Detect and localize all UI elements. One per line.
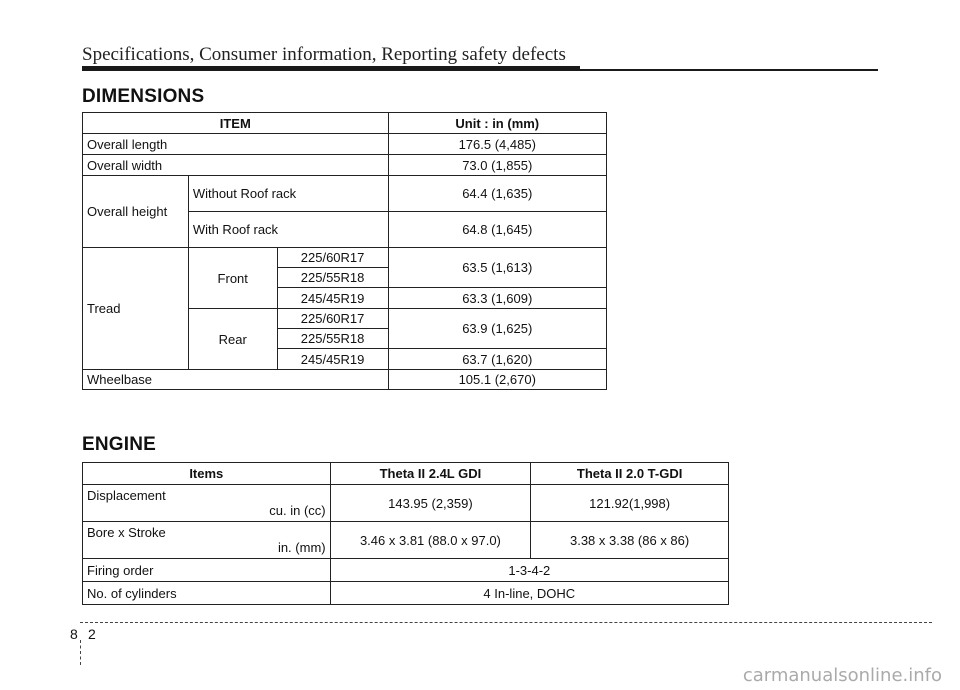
firing-order-label: Firing order	[83, 559, 331, 582]
displacement-theta-20: 121.92(1,998)	[531, 485, 729, 522]
table-row	[83, 134, 607, 155]
bore-stroke-theta-20: 3.38 x 3.38 (86 x 86)	[531, 522, 729, 559]
displacement-cell	[83, 485, 331, 522]
cylinders-label: No. of cylinders	[83, 582, 331, 605]
table-row	[83, 522, 729, 559]
table-row	[83, 559, 729, 582]
firing-order-value: 1-3-4-2	[330, 559, 728, 582]
col-items-header: Items	[83, 463, 331, 485]
rear-tire-19: 245/45R19	[277, 349, 388, 370]
table-row	[83, 370, 607, 390]
front-tire-17: 225/60R17	[277, 248, 388, 268]
without-roof-rack-label: Without Roof rack	[188, 176, 388, 212]
front-tread-value-17-18: 63.5 (1,613)	[388, 248, 606, 288]
with-roof-rack-label: With Roof rack	[188, 212, 388, 248]
table-row	[83, 582, 729, 605]
table-row	[83, 248, 607, 268]
footer-page-separator	[80, 640, 81, 665]
bore-stroke-theta-24: 3.46 x 3.81 (88.0 x 97.0)	[330, 522, 531, 559]
rear-tire-18: 225/55R18	[277, 329, 388, 349]
tread-front-label: Front	[188, 248, 277, 309]
table-header-row	[83, 113, 607, 134]
front-tire-18: 225/55R18	[277, 268, 388, 288]
rear-tire-17: 225/60R17	[277, 309, 388, 329]
header-rule-thick	[82, 66, 580, 71]
col-item-header: ITEM	[83, 113, 389, 134]
table-header-row	[83, 463, 729, 485]
tread-label: Tread	[83, 248, 189, 370]
page-section-number: 8	[70, 626, 78, 642]
front-tread-value-19: 63.3 (1,609)	[388, 288, 606, 309]
with-roof-rack-value: 64.8 (1,645)	[388, 212, 606, 248]
displacement-theta-24: 143.95 (2,359)	[330, 485, 531, 522]
tread-rear-label: Rear	[188, 309, 277, 370]
bore-stroke-unit: in. (mm)	[277, 540, 326, 555]
front-tire-19: 245/45R19	[277, 288, 388, 309]
table-row	[83, 155, 607, 176]
dimensions-title: DIMENSIONS	[82, 86, 205, 107]
table-row	[83, 485, 729, 522]
displacement-label: Displacement	[87, 488, 166, 503]
overall-width-value: 73.0 (1,855)	[388, 155, 606, 176]
dimensions-table	[82, 112, 607, 390]
bore-stroke-label: Bore x Stroke	[87, 525, 166, 540]
col-theta-24-header: Theta II 2.4L GDI	[330, 463, 531, 485]
rear-tread-value-19: 63.7 (1,620)	[388, 349, 606, 370]
overall-height-label: Overall height	[83, 176, 189, 248]
col-theta-20-header: Theta II 2.0 T-GDI	[531, 463, 729, 485]
overall-width-label: Overall width	[83, 155, 389, 176]
overall-length-value: 176.5 (4,485)	[388, 134, 606, 155]
overall-length-label: Overall length	[83, 134, 389, 155]
col-unit-header: Unit : in (mm)	[388, 113, 606, 134]
rear-tread-value-17-18: 63.9 (1,625)	[388, 309, 606, 349]
page-number: 2	[88, 626, 96, 642]
engine-table	[82, 462, 729, 605]
bore-stroke-cell	[83, 522, 331, 559]
without-roof-rack-value: 64.4 (1,635)	[388, 176, 606, 212]
footer-dashed-rule	[80, 622, 932, 623]
watermark-text: carmanualsonline.info	[742, 665, 942, 686]
table-row	[83, 176, 607, 212]
wheelbase-label: Wheelbase	[83, 370, 389, 390]
displacement-unit: cu. in (cc)	[269, 503, 326, 518]
page-header-title: Specifications, Consumer information, Reporting safety defects	[82, 44, 566, 65]
header-rule-thin	[580, 69, 878, 71]
cylinders-value: 4 In-line, DOHC	[330, 582, 728, 605]
engine-title: ENGINE	[82, 434, 157, 455]
wheelbase-value: 105.1 (2,670)	[388, 370, 606, 390]
